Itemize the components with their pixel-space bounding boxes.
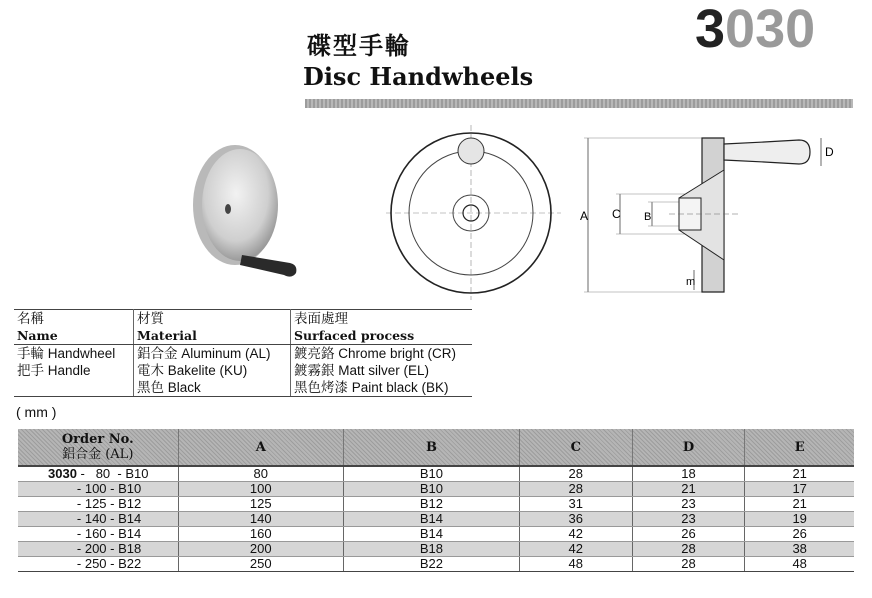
front-view-drawing <box>386 125 566 305</box>
value-b: B14 <box>343 512 519 527</box>
material-row <box>14 345 472 363</box>
value-c: 48 <box>519 557 632 572</box>
side-section-drawing <box>574 130 844 300</box>
dimension-table <box>18 429 854 572</box>
material-row <box>14 379 472 397</box>
title-english: Disc Handwheels <box>303 62 534 91</box>
unit-label: ( mm ) <box>16 404 57 420</box>
value-c: 42 <box>519 527 632 542</box>
header-col-b: B <box>343 429 519 466</box>
handle-end-circle <box>458 138 484 164</box>
dim-label-m: m <box>686 276 696 288</box>
value-e: 48 <box>745 557 854 572</box>
value-d: 28 <box>632 542 745 557</box>
table-row <box>18 466 854 482</box>
value-b: B10 <box>343 482 519 497</box>
table-row <box>18 557 854 572</box>
table-row <box>18 482 854 497</box>
order-number: - 125 - B12 <box>18 497 178 512</box>
value-d: 26 <box>632 527 745 542</box>
handle-grip <box>240 255 296 277</box>
order-number: - 250 - B22 <box>18 557 178 572</box>
header-col-a: A <box>178 429 343 466</box>
wheel-face <box>202 149 278 261</box>
part-material: 鋁合金 Aluminum (AL) <box>134 345 291 363</box>
material-row <box>14 362 472 379</box>
material-table-header <box>14 310 472 345</box>
header-col-c: C <box>519 429 632 466</box>
value-e: 21 <box>745 466 854 482</box>
model-number-suffix: 030 <box>725 0 816 59</box>
order-number: - 100 - B10 <box>18 482 178 497</box>
header-col-e: E <box>745 429 854 466</box>
value-e: 26 <box>745 527 854 542</box>
value-b: B18 <box>343 542 519 557</box>
value-a: 200 <box>178 542 343 557</box>
material-table <box>14 309 472 397</box>
value-d: 21 <box>632 482 745 497</box>
value-c: 28 <box>519 466 632 482</box>
value-e: 21 <box>745 497 854 512</box>
value-a: 125 <box>178 497 343 512</box>
title-chinese: 碟型手輪 <box>307 33 411 60</box>
value-c: 28 <box>519 482 632 497</box>
value-c: 42 <box>519 542 632 557</box>
table-row <box>18 512 854 527</box>
value-d: 28 <box>632 557 745 572</box>
value-e: 19 <box>745 512 854 527</box>
table-row <box>18 527 854 542</box>
value-d: 18 <box>632 466 745 482</box>
value-b: B22 <box>343 557 519 572</box>
part-name: 手輪 Handwheel <box>14 345 134 363</box>
part-process: 黑色烤漆 Paint black (BK) <box>291 379 473 397</box>
dim-label-c: C <box>612 207 621 221</box>
model-number-prefix: 3 <box>695 0 726 59</box>
title-underline-bar <box>305 99 853 108</box>
dim-label-a: A <box>580 209 589 223</box>
part-process: 鍍霧銀 Matt silver (EL) <box>294 363 430 378</box>
table-row <box>18 542 854 557</box>
dim-label-b: B <box>644 211 652 223</box>
header-process-cell: 表面處理 Surfaced process <box>291 310 473 345</box>
wheel-hub-hole <box>225 204 231 214</box>
handle-outline <box>724 140 810 164</box>
value-e: 17 <box>745 482 854 497</box>
part-name <box>14 379 134 397</box>
value-d: 23 <box>632 497 745 512</box>
part-material: 黑色 Black <box>134 379 291 397</box>
value-a: 140 <box>178 512 343 527</box>
value-a: 250 <box>178 557 343 572</box>
value-a: 100 <box>178 482 343 497</box>
header-col-d: D <box>632 429 745 466</box>
value-c: 31 <box>519 497 632 512</box>
part-name: 把手 Handle <box>14 362 134 379</box>
value-e: 38 <box>745 542 854 557</box>
product-photo <box>180 135 310 285</box>
order-number: - 200 - B18 <box>18 542 178 557</box>
header-order-no: Order No. 鋁合金 (AL) <box>18 429 178 466</box>
header-name-cell: 名稱 Name <box>14 310 134 345</box>
part-process: 鍍亮鉻 Chrome bright (CR) <box>294 346 457 361</box>
value-c: 36 <box>519 512 632 527</box>
model-number <box>695 0 815 60</box>
order-number: - 140 - B14 <box>18 512 178 527</box>
value-d: 23 <box>632 512 745 527</box>
part-material: 電木 Bakelite (KU) <box>134 362 291 379</box>
dimension-table-header <box>18 429 854 466</box>
order-number: - 160 - B14 <box>18 527 178 542</box>
value-b: B12 <box>343 497 519 512</box>
order-number: 3030 - 80 - B10 <box>18 466 178 482</box>
value-b: B10 <box>343 466 519 482</box>
dim-label-d: D <box>825 145 834 159</box>
value-a: 160 <box>178 527 343 542</box>
value-a: 80 <box>178 466 343 482</box>
header-material-cell: 材質 Material <box>134 310 291 345</box>
table-row <box>18 497 854 512</box>
value-b: B14 <box>343 527 519 542</box>
